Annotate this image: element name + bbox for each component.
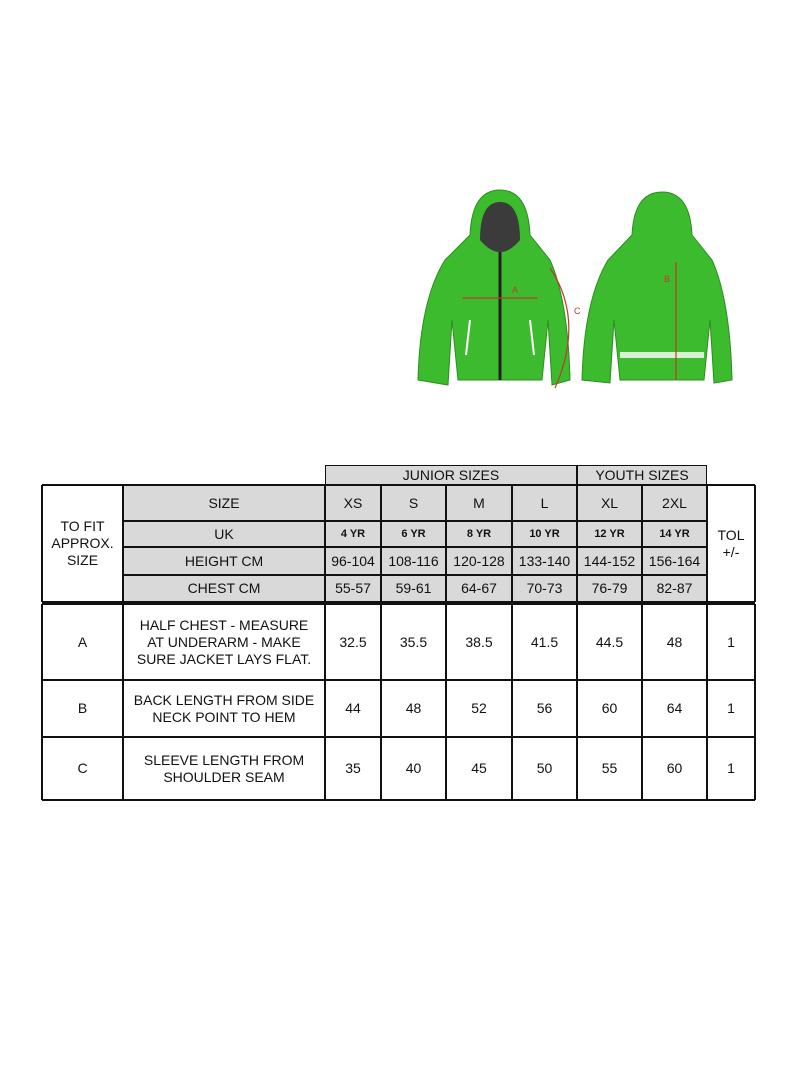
table-rule [123, 574, 707, 576]
measurement-value: 60 [601, 700, 618, 716]
measurement-tolerance: 1 [727, 633, 735, 650]
table-rule [706, 485, 708, 602]
measurement-value: 32.5 [339, 633, 367, 650]
header-cell-size: S [408, 494, 419, 511]
header-cell-uk: 14 YR [659, 527, 690, 540]
measurement-value: 64 [666, 700, 683, 716]
header-cell-chest: 59-61 [395, 580, 432, 596]
measurement-tolerance: 1 [727, 760, 735, 776]
table-rule [706, 604, 708, 800]
measurement-value: 44 [345, 700, 361, 716]
measurement-value: 60 [666, 760, 683, 776]
measurement-value: 55 [601, 760, 618, 776]
chest-row-label: CHEST CM [187, 580, 261, 596]
table-rule [122, 485, 124, 602]
measurement-description: BACK LENGTH FROM SIDE NECK POINT TO HEM [133, 691, 315, 725]
header-cell-chest: 76-79 [591, 580, 628, 596]
measurement-value: 48 [405, 700, 422, 716]
junior-sizes-header: JUNIOR SIZES [325, 465, 577, 485]
measurement-value: 50 [536, 760, 553, 776]
uk-row-label: UK [214, 525, 234, 542]
table-rule [324, 485, 326, 602]
header-cell-size: XL [600, 494, 619, 511]
table-rule [754, 604, 756, 800]
size-row-label: SIZE [208, 494, 240, 511]
table-rule [123, 546, 707, 548]
header-cell-height: 133-140 [518, 552, 571, 569]
header-cell-uk: 10 YR [529, 527, 560, 540]
table-rule [380, 485, 382, 602]
header-cell-size: 2XL [662, 494, 687, 511]
measurement-value: 44.5 [595, 633, 624, 650]
measurement-code: B [77, 700, 88, 716]
header-cell-size: XS [343, 494, 363, 511]
table-rule [445, 604, 447, 800]
measurement-code: C [77, 760, 88, 776]
table-rule [42, 799, 755, 801]
table-rule [42, 679, 755, 681]
header-cell-chest: 82-87 [656, 580, 693, 596]
measurement-value: 38.5 [465, 633, 493, 650]
measurement-value: 35.5 [399, 633, 428, 650]
fit-approx-size-label: TO FIT APPROX. SIZE [51, 518, 114, 568]
table-rule [42, 736, 755, 738]
measure-c-label: C [574, 306, 581, 316]
header-cell-uk: 8 YR [466, 527, 492, 540]
header-cell-size: M [473, 494, 485, 511]
measurement-tolerance: 1 [727, 700, 735, 716]
header-cell-height: 120-128 [453, 552, 505, 569]
table-rule [380, 604, 382, 800]
table-rule [576, 604, 578, 800]
measurement-value: 52 [471, 700, 487, 716]
measurement-description: SLEEVE LENGTH FROM SHOULDER SEAM [143, 751, 305, 785]
header-cell-uk: 6 YR [401, 527, 426, 540]
header-cell-height: 156-164 [648, 552, 701, 569]
measure-a-label: A [512, 285, 519, 295]
header-cell-chest: 55-57 [335, 580, 371, 596]
table-rule [511, 485, 513, 602]
table-rule [41, 485, 43, 602]
header-cell-height: 144-152 [583, 552, 636, 569]
header-cell-uk: 4 YR [340, 527, 366, 540]
table-rule [511, 604, 513, 800]
table-rule [41, 604, 43, 800]
measurement-code: A [77, 633, 88, 650]
header-cell-chest: 64-67 [461, 580, 497, 596]
header-cell-height: 108-116 [388, 552, 439, 569]
measurement-value: 56 [536, 700, 553, 716]
measurement-description: HALF CHEST - MEASURE AT UNDERARM - MAKE SURE JACKET LAYS FLAT. [136, 616, 312, 667]
table-rule [324, 604, 326, 800]
table-rule [576, 485, 578, 602]
measurement-value: 48 [666, 633, 683, 650]
header-cell-chest: 70-73 [526, 580, 563, 596]
table-rule [754, 485, 756, 602]
measurement-value: 35 [345, 760, 361, 776]
table-rule [42, 603, 755, 605]
table-rule [122, 604, 124, 800]
measurement-value: 41.5 [530, 633, 559, 650]
table-rule [641, 485, 643, 602]
measure-b-label: B [664, 274, 671, 284]
header-cell-height: 96-104 [331, 552, 375, 569]
table-rule [42, 484, 755, 486]
header-cell-size: L [540, 494, 549, 511]
youth-sizes-header: YOUTH SIZES [577, 465, 707, 485]
table-rule [445, 485, 447, 602]
height-row-label: HEIGHT CM [184, 552, 264, 569]
table-rule [123, 520, 707, 522]
tolerance-label: TOL +/- [717, 526, 745, 560]
table-rule [641, 604, 643, 800]
measurement-value: 45 [471, 760, 487, 776]
header-cell-uk: 12 YR [594, 527, 625, 540]
measurement-value: 40 [405, 760, 422, 776]
